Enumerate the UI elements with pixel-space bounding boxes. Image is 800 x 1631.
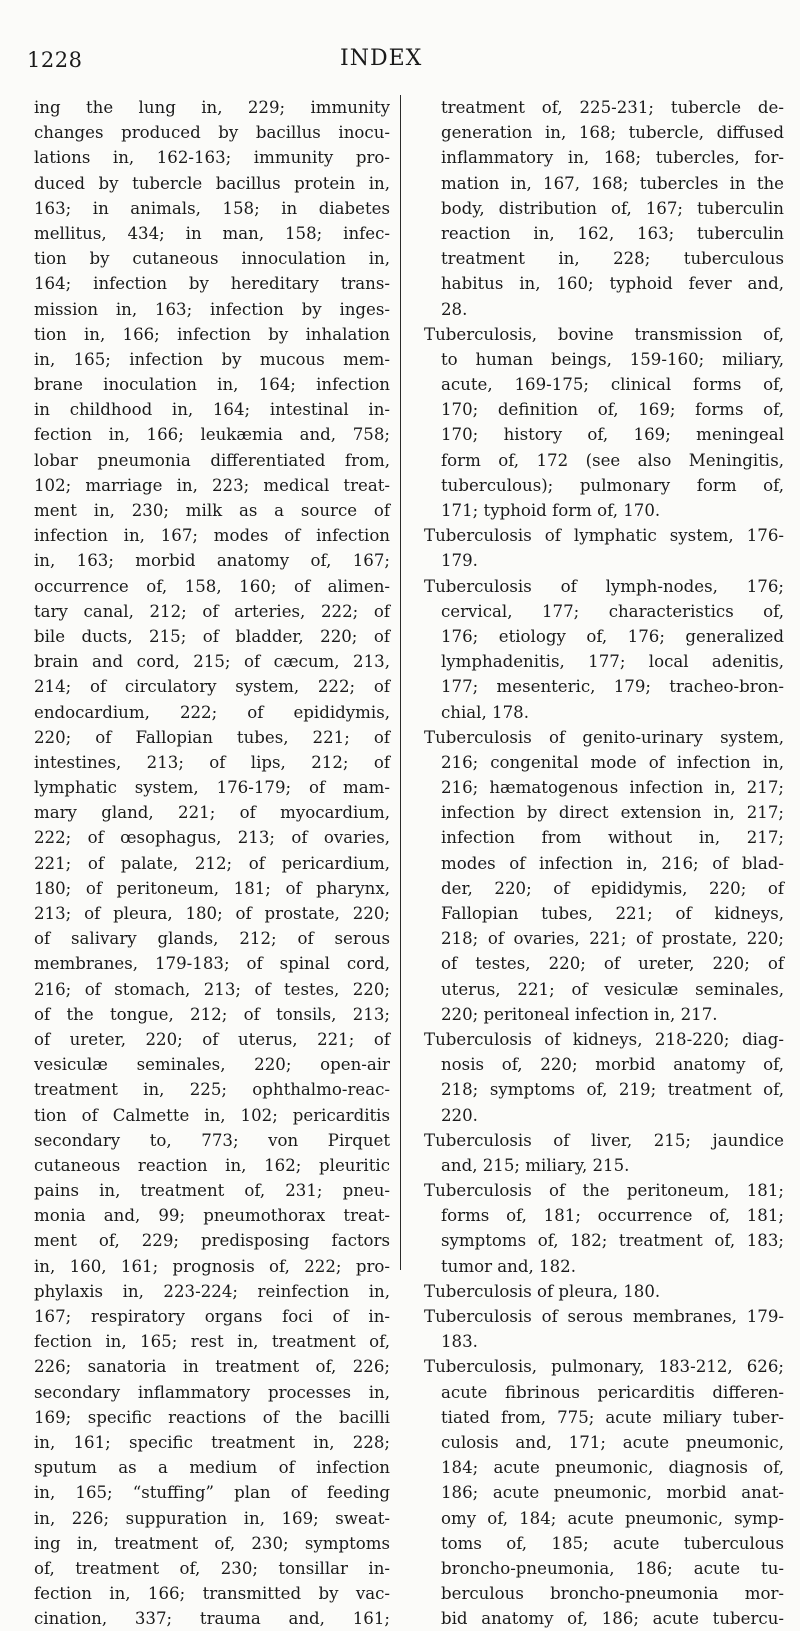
index-subline: 171; typhoid form of, 170. [441,501,661,520]
index-subline: acute, 169-175; clinical forms of, [441,375,784,395]
index-line: tion by cutaneous innoculation in, [34,249,390,269]
index-line: 180; of peritoneum, 181; of pharynx, [34,878,390,898]
index-subline: 216; hæmatogenous infection in, 217; [441,778,784,798]
index-line: 167; respiratory organs foci of in- [34,1307,390,1326]
index-line: brane inoculation in, 164; infection [34,375,390,395]
index-line: monia and, 99; pneumothorax treat- [34,1206,390,1226]
index-line: vesiculæ seminales, 220; open-air [34,1055,390,1075]
index-line: in, 226; suppuration in, 169; sweat- [34,1508,390,1528]
index-line: of salivary glands, 212; of serous [34,929,390,949]
index-line: in childhood in, 164; intestinal in- [34,400,390,420]
index-line: sputum as a medium of infection [34,1458,390,1478]
index-line: mission in, 163; infection by inges- [34,299,390,319]
index-subline: mation in, 167, 168; tubercles in the [441,173,784,193]
index-subline: infection from without in, 217; [441,828,784,848]
index-entry-heading: Tuberculosis of the peritoneum, 181; [424,1181,784,1201]
index-line: of the tongue, 212; of tonsils, 213; [34,1004,390,1024]
index-subline: broncho-pneumonia, 186; acute tu- [441,1558,784,1578]
index-line: changes produced by bacillus inocu- [34,123,390,143]
index-line: membranes, 179-183; of spinal cord, [34,954,390,974]
index-subline: symptoms of, 182; treatment of, 183; [441,1231,784,1251]
index-entry-heading: Tuberculosis, bovine transmission of, [424,324,784,344]
index-line: of ureter, 220; of uterus, 221; of [34,1029,390,1049]
index-line: occurrence of, 158, 160; of alimen- [34,576,390,596]
index-line: infection in, 167; modes of infection [34,526,390,546]
index-subline: der, 220; of epididymis, 220; of [441,878,784,898]
index-subline: and, 215; miliary, 215. [441,1155,630,1175]
index-line: mellitus, 434; in man, 158; infec- [34,223,390,243]
index-line: 216; of stomach, 213; of testes, 220; [34,979,390,999]
index-line: endocardium, 222; of epididymis, [34,702,390,722]
index-subline: habitus in, 160; typhoid fever and, [441,274,784,294]
index-line: secondary to, 773; von Pirquet [34,1130,390,1150]
index-subline: cervical, 177; characteristics of, [441,601,784,621]
index-subline: 186; acute pneumonic, morbid anat- [441,1483,784,1503]
index-entry-heading: Tuberculosis of genito-urinary system, [424,727,784,747]
index-subline: inflammatory in, 168; tubercles, for- [441,148,784,168]
index-subline: 220; peritoneal infection in, 217. [441,1004,718,1024]
index-line: intestines, 213; of lips, 212; of [34,752,390,772]
index-line: tion of Calmette in, 102; pericarditis [34,1105,390,1125]
index-subline: 170; definition of, 169; forms of, [441,400,784,420]
index-subline: uterus, 221; of vesiculæ seminales, [441,979,784,999]
index-subline: of testes, 220; of ureter, 220; of [441,954,784,974]
column-divider [400,95,401,1270]
index-entry-heading: Tuberculosis, pulmonary, 183-212, 626; [424,1357,784,1377]
index-line: of, treatment of, 230; tonsillar in- [34,1558,390,1578]
index-line: pains in, treatment of, 231; pneu- [34,1181,390,1201]
index-subline: bid anatomy of, 186; acute tubercu- [441,1609,784,1629]
index-line: in, 163; morbid anatomy of, 167; [34,551,390,571]
index-entry-heading: Tuberculosis of pleura, 180. [424,1281,661,1301]
index-subline: tumor and, 182. [441,1256,576,1276]
index-line: 221; of palate, 212; of pericardium, [34,853,390,873]
index-subline: toms of, 185; acute tuberculous [441,1533,784,1553]
index-line: brain and cord, 215; of cæcum, 213, [34,652,390,672]
index-subline: culosis and, 171; acute pneumonic, [441,1432,784,1452]
index-subline: 177; mesenteric, 179; tracheo-bron- [441,677,784,697]
index-line: phylaxis in, 223-224; reinfection in, [34,1281,390,1301]
index-line: in, 165; “stuffing” plan of feeding [34,1483,390,1503]
left-column [34,95,390,1631]
index-subline: chial, 178. [441,702,529,722]
index-subline: body, distribution of, 167; tuberculin [441,198,784,218]
index-line: lobar pneumonia differentiated from, [34,450,390,470]
index-line: lations in, 162-163; immunity pro- [34,148,390,168]
index-subline: tuberculous); pulmonary form of, [441,475,784,495]
page-number: 1228 [27,48,83,72]
index-entry-heading: Tuberculosis of kidneys, 218-220; diag- [424,1029,784,1049]
index-subline: infection by direct extension in, 217; [441,803,784,823]
index-subline: 216; congenital mode of infection in, [441,752,784,772]
index-entry-heading: Tuberculosis of lymphatic system, 176- [424,526,784,546]
index-subline: 176; etiology of, 176; generalized [441,626,784,646]
index-entry-heading: Tuberculosis of liver, 215; jaundice [424,1130,784,1150]
index-line: ing in, treatment of, 230; symptoms [34,1533,390,1553]
index-subline: 218; of ovaries, 221; of prostate, 220; [441,929,784,949]
index-subline: forms of, 181; occurrence of, 181; [441,1206,784,1226]
index-line: cutaneous reaction in, 162; pleuritic [34,1155,390,1175]
index-line: ment in, 230; milk as a source of [34,501,390,520]
index-line: in, 165; infection by mucous mem- [34,349,390,369]
running-head: INDEX [340,46,423,71]
index-subline: tiated from, 775; acute miliary tuber- [441,1407,784,1427]
index-line: bile ducts, 215; of bladder, 220; of [34,626,390,646]
index-line: secondary inflammatory processes in, [34,1382,390,1402]
index-subline: form of, 172 (see also Meningitis, [441,450,784,470]
index-subline: 170; history of, 169; meningeal [441,425,784,445]
index-line: fection in, 165; rest in, treatment of, [34,1332,390,1352]
index-columns [34,95,786,1629]
index-line: tary canal, 212; of arteries, 222; of [34,601,390,621]
index-subline: treatment in, 228; tuberculous [441,249,784,269]
index-line: 163; in animals, 158; in diabetes [34,198,390,218]
index-line: 220; of Fallopian tubes, 221; of [34,727,390,747]
index-entry-heading: Tuberculosis of serous membranes, 179- [424,1307,784,1326]
index-subline: 218; symptoms of, 219; treatment of, [441,1080,784,1100]
index-line: mary gland, 221; of myocardium, [34,803,390,823]
index-subline: generation in, 168; tubercle, diffused [441,123,784,143]
right-column [424,95,784,1631]
index-subline: berculous broncho-pneumonia mor- [441,1584,784,1604]
index-line: in, 161; specific treatment in, 228; [34,1432,390,1452]
index-subline: treatment of, 225-231; tubercle de- [441,98,784,117]
index-subline: nosis of, 220; morbid anatomy of, [441,1055,784,1075]
index-line: in, 160, 161; prognosis of, 222; pro- [34,1256,390,1276]
index-line: 214; of circulatory system, 222; of [34,677,390,697]
index-line: 102; marriage in, 223; medical treat- [34,475,390,495]
index-line: ing the lung in, 229; immunity [34,98,390,117]
index-entry-heading: Tuberculosis of lymph-nodes, 176; [424,576,784,596]
index-subline: 28. [441,299,468,319]
index-line: 222; of œsophagus, 213; of ovaries, [34,828,390,848]
index-subline: 179. [441,551,478,571]
index-line: fection in, 166; transmitted by vac- [34,1584,390,1604]
index-subline: modes of infection in, 216; of blad- [441,853,784,873]
index-line: 226; sanatoria in treatment of, 226; [34,1357,390,1377]
index-subline: 183. [441,1332,478,1352]
index-subline: 220. [441,1105,478,1125]
index-subline: reaction in, 162, 163; tuberculin [441,223,784,243]
index-line: ment of, 229; predisposing factors [34,1231,390,1251]
index-line: 213; of pleura, 180; of prostate, 220; [34,904,390,923]
index-subline: acute fibrinous pericarditis differen- [441,1382,784,1402]
index-subline: 184; acute pneumonic, diagnosis of, [441,1458,784,1478]
index-line: tion in, 166; infection by inhalation [34,324,390,344]
index-line: fection in, 166; leukæmia and, 758; [34,425,390,445]
index-line: treatment in, 225; ophthalmo-reac- [34,1080,390,1100]
index-line: 169; specific reactions of the bacilli [34,1407,390,1427]
index-subline: lymphadenitis, 177; local adenitis, [441,652,784,672]
index-subline: to human beings, 159-160; miliary, [441,349,784,369]
index-subline: omy of, 184; acute pneumonic, symp- [441,1508,784,1528]
index-line: cination, 337; trauma and, 161; [34,1609,390,1629]
index-line: duced by tubercle bacillus protein in, [34,173,390,193]
index-subline: Fallopian tubes, 221; of kidneys, [441,904,784,923]
index-line: lymphatic system, 176-179; of mam- [34,778,390,798]
index-line: 164; infection by hereditary trans- [34,274,390,294]
